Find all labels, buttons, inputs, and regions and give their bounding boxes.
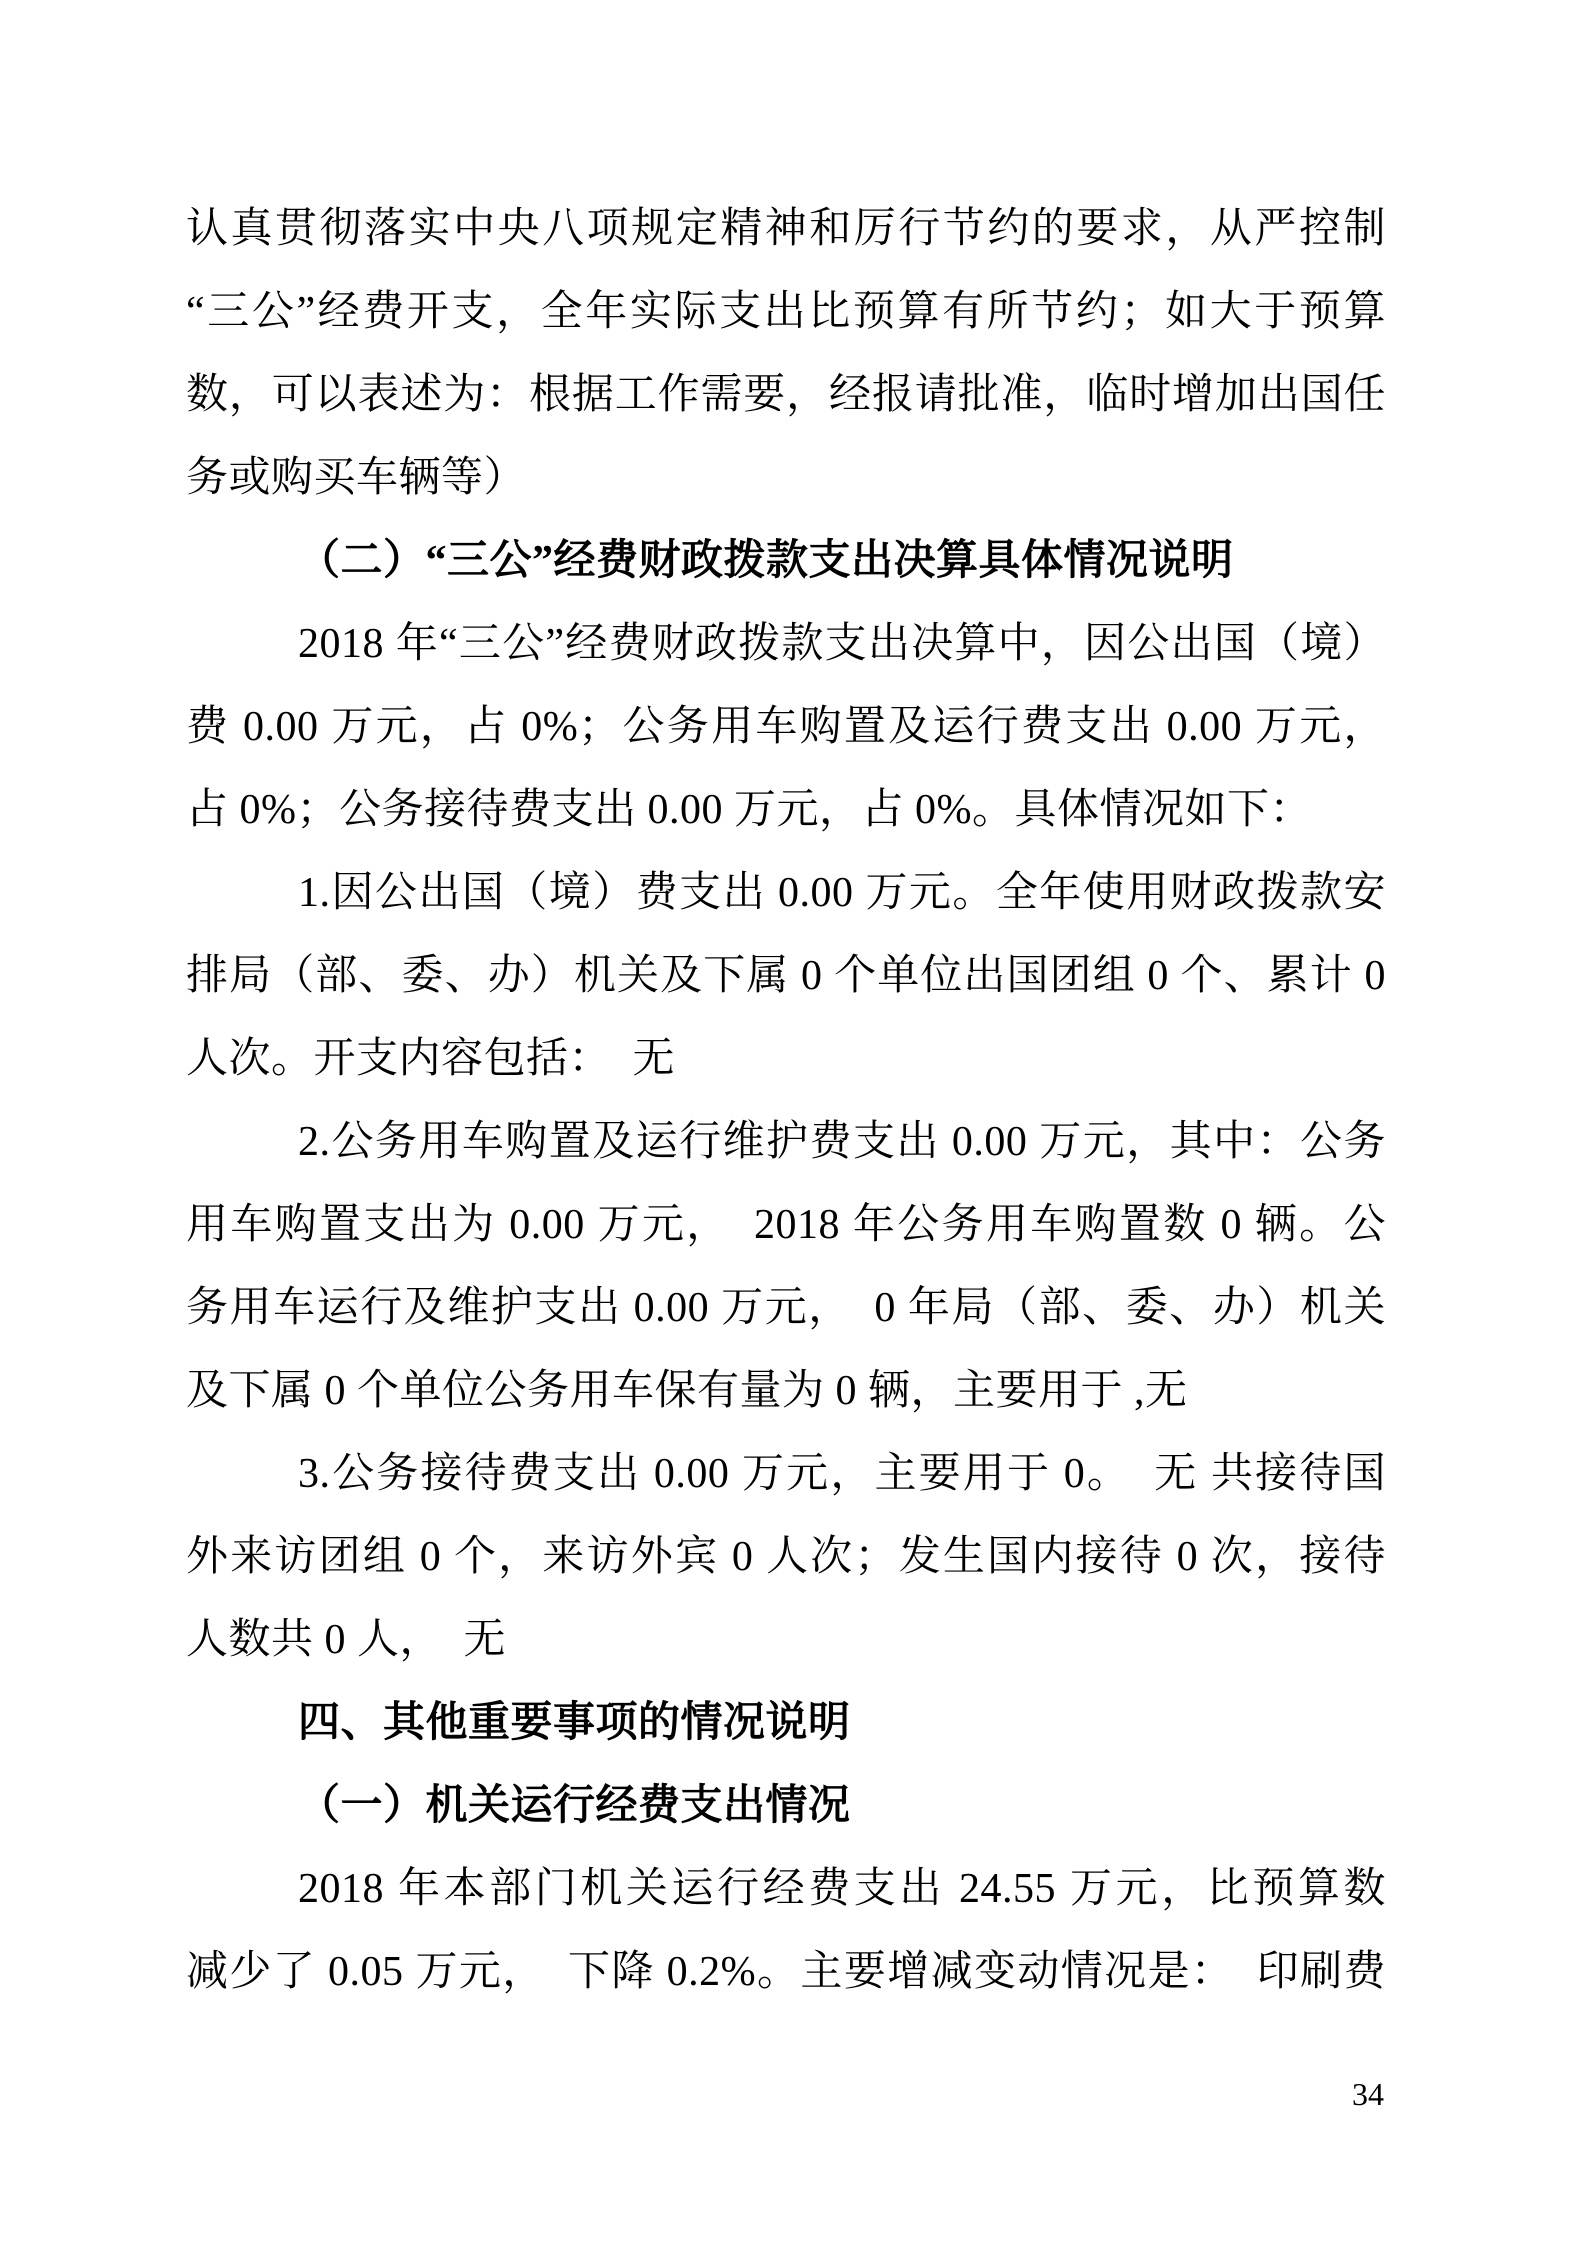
paragraph-line: 占 0%；公务接待费支出 0.00 万元，占 0%。具体情况如下：: [186, 787, 1312, 833]
paragraph-line: 外来访团组 0 个，来访外宾 0 人次；发生国内接待 0 次，接待: [186, 1534, 1386, 1580]
paragraph-line: 2018 年本部门机关运行经费支出 24.55 万元，比预算数: [298, 1866, 1386, 1912]
document-body: [186, 188, 1386, 2014]
paragraph-line: 3.公务接待费支出 0.00 万元，主要用于 0。 无 共接待国: [298, 1451, 1386, 1497]
paragraph-line: 2018 年“三公”经费财政拨款支出决算中，因公出国（境）: [298, 621, 1386, 667]
heading-subsection-1: （一）机关运行经费支出情况: [298, 1783, 851, 1829]
paragraph-line: 务或购买车辆等）: [186, 455, 527, 501]
paragraph-line: 人数共 0 人， 无: [186, 1617, 507, 1663]
paragraph-line: 减少了 0.05 万元， 下降 0.2%。主要增减变动情况是： 印刷费: [186, 1949, 1386, 1995]
heading-section-4: 四、其他重要事项的情况说明: [298, 1700, 851, 1746]
page-number: 34: [1352, 2076, 1384, 2112]
paragraph-line: 务用车运行及维护支出 0.00 万元， 0 年局（部、委、办）机关: [186, 1285, 1386, 1331]
paragraph-line: 1.因公出国（境）费支出 0.00 万元。全年使用财政拨款安: [298, 870, 1386, 916]
paragraph-line: 2.公务用车购置及运行维护费支出 0.00 万元，其中：公务: [298, 1119, 1386, 1165]
paragraph-line: 认真贯彻落实中央八项规定精神和厉行节约的要求，从严控制: [186, 206, 1386, 252]
heading-section-2: （二）“三公”经费财政拨款支出决算具体情况说明: [298, 538, 1234, 584]
paragraph-line: 用车购置支出为 0.00 万元， 2018 年公务用车购置数 0 辆。公: [186, 1202, 1386, 1248]
paragraph-line: 及下属 0 个单位公务用车保有量为 0 辆，主要用于 ,无: [186, 1368, 1188, 1414]
paragraph-line: 费 0.00 万元，占 0%；公务用车购置及运行费支出 0.00 万元，: [186, 704, 1386, 750]
paragraph-line: 人次。开支内容包括： 无: [186, 1036, 676, 1082]
paragraph-line: 排局（部、委、办）机关及下属 0 个单位出国团组 0 个、累计 0: [186, 953, 1386, 999]
paragraph-line: “三公”经费开支，全年实际支出比预算有所节约；如大于预算: [186, 289, 1386, 335]
paragraph-line: 数，可以表述为：根据工作需要，经报请批准，临时增加出国任: [186, 372, 1386, 418]
